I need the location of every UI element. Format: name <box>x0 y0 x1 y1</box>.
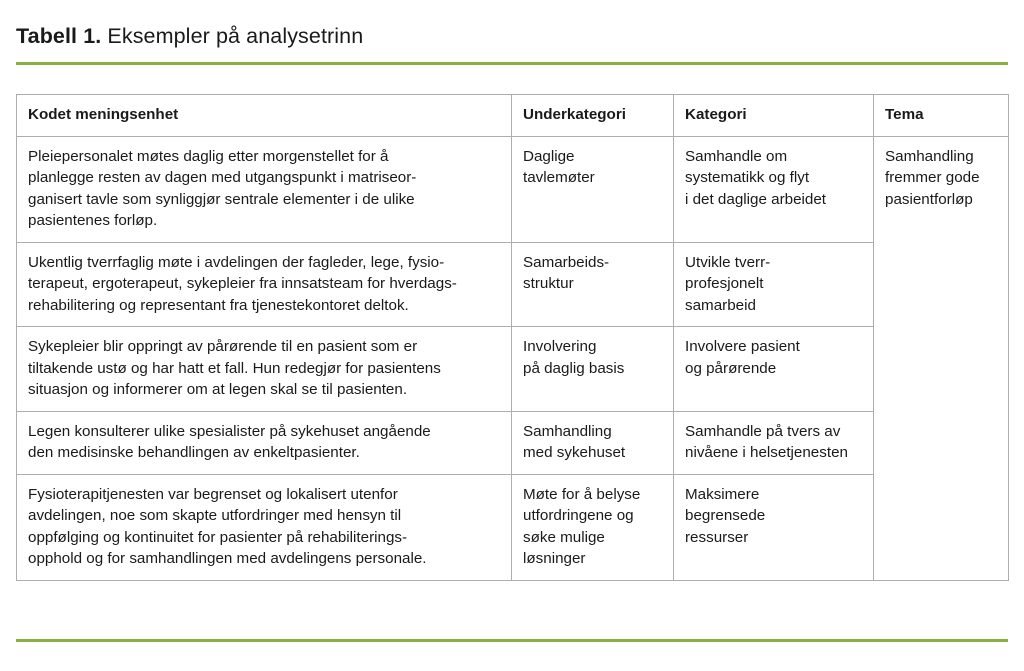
text-line: Samhandling <box>523 422 612 440</box>
text-line: Legen konsulterer ulike spesialister på sykehuset angående <box>28 422 431 440</box>
cell-meaning-unit <box>17 242 512 327</box>
text-line: avdelingen, noe som skapte utfordringer med hensyn til <box>28 507 402 524</box>
cell-category <box>674 474 874 580</box>
text-line: Daglige <box>523 147 575 165</box>
text-line: ganisert tavle som synliggjør sentrale elementer i de ulike <box>28 190 415 208</box>
text-line: Samhandle om <box>685 147 788 165</box>
cell-subcategory <box>512 474 674 580</box>
footer-divider-rule <box>16 639 1008 642</box>
cell-meaning-unit <box>17 474 512 580</box>
text-line: profesjonelt <box>685 275 764 292</box>
text-line: Fysioterapitjenesten var begrenset og lokalisert utenfor <box>28 485 398 503</box>
text-line: fremmer gode <box>885 169 980 186</box>
column-header-subcategory: Underkategori <box>512 95 674 137</box>
text-line: Samhandle på tvers av <box>685 422 841 440</box>
table-caption-text: Eksempler på analysetrinn <box>107 24 364 48</box>
table-caption-label: Tabell 1. <box>16 24 102 48</box>
cell-subcategory <box>512 136 674 242</box>
text-line: Pleiepersonalet møtes daglig etter morgenstellet for å <box>28 147 389 165</box>
text-line: pasientforløp <box>885 190 973 208</box>
text-line: den medisinske behandlingen av enkeltpasienter. <box>28 444 360 461</box>
table-container <box>16 94 1008 581</box>
cell-subcategory <box>512 411 674 474</box>
text-line: i det daglige arbeidet <box>685 190 827 208</box>
text-line: opphold og for samhandlingen med avdelingens personale. <box>28 550 427 567</box>
table-caption <box>16 0 1008 50</box>
text-line: Utvikle tverr- <box>685 253 771 271</box>
cell-meaning-unit <box>17 327 512 412</box>
text-line: terapeut, ergoterapeut, sykepleier fra innsatsteam for hverdags- <box>28 275 457 292</box>
text-line: Involvere pasient <box>685 338 800 355</box>
text-line: søke mulige <box>523 528 605 546</box>
text-line: tiltakende ustø og har hatt et fall. Hun redegjør for pasientens <box>28 359 441 377</box>
text-line: ressurser <box>685 528 749 546</box>
cell-category <box>674 327 874 412</box>
cell-theme <box>874 136 1009 580</box>
text-line: Samarbeids- <box>523 253 610 271</box>
cell-meaning-unit <box>17 411 512 474</box>
text-line: Sykepleier blir oppringt av pårørende til en pasient som er <box>28 338 418 355</box>
text-line: begrensede <box>685 507 766 524</box>
caption-divider-rule <box>16 62 1008 65</box>
text-line: Samhandling <box>885 147 974 165</box>
text-line: med sykehuset <box>523 444 626 461</box>
text-line: nivåene i helsetjenesten <box>685 444 848 461</box>
cell-subcategory <box>512 327 674 412</box>
analysis-steps-table <box>16 94 1009 581</box>
text-line: samarbeid <box>685 296 756 314</box>
cell-category <box>674 136 874 242</box>
text-line: Møte for å belyse <box>523 485 641 503</box>
text-line: utfordringene og <box>523 507 634 524</box>
text-line: situasjon og informerer om at legen skal se til pasienten. <box>28 381 408 398</box>
column-header-meaning-unit: Kodet meningsenhet <box>17 95 512 137</box>
text-line: struktur <box>523 275 574 292</box>
cell-meaning-unit <box>17 136 512 242</box>
text-line: pasientenes forløp. <box>28 212 158 229</box>
cell-category <box>674 411 874 474</box>
text-line: på daglig basis <box>523 359 625 377</box>
table-row <box>17 411 1009 474</box>
table-row <box>17 136 1009 242</box>
text-line: systematikk og flyt <box>685 169 810 186</box>
text-line: rehabilitering og representant fra tjenestekontoret deltok. <box>28 296 409 314</box>
cell-subcategory <box>512 242 674 327</box>
table-body <box>17 136 1009 580</box>
text-line: planlegge resten av dagen med utgangspunkt i matriseor- <box>28 169 417 186</box>
text-line: oppfølging og kontinuitet for pasienter på rehabiliterings- <box>28 528 408 546</box>
table-row <box>17 474 1009 580</box>
text-line: og pårørende <box>685 359 777 377</box>
text-line: løsninger <box>523 550 586 567</box>
column-header-category: Kategori <box>674 95 874 137</box>
table-header-row <box>17 95 1009 137</box>
table-row <box>17 242 1009 327</box>
table-row <box>17 327 1009 412</box>
text-line: Involvering <box>523 338 597 355</box>
text-line: Ukentlig tverrfaglig møte i avdelingen der fagleder, lege, fysio- <box>28 253 445 271</box>
column-header-theme: Tema <box>874 95 1009 137</box>
cell-category <box>674 242 874 327</box>
table-header <box>17 95 1009 137</box>
text-line: Maksimere <box>685 485 760 503</box>
text-line: tavlemøter <box>523 169 595 186</box>
